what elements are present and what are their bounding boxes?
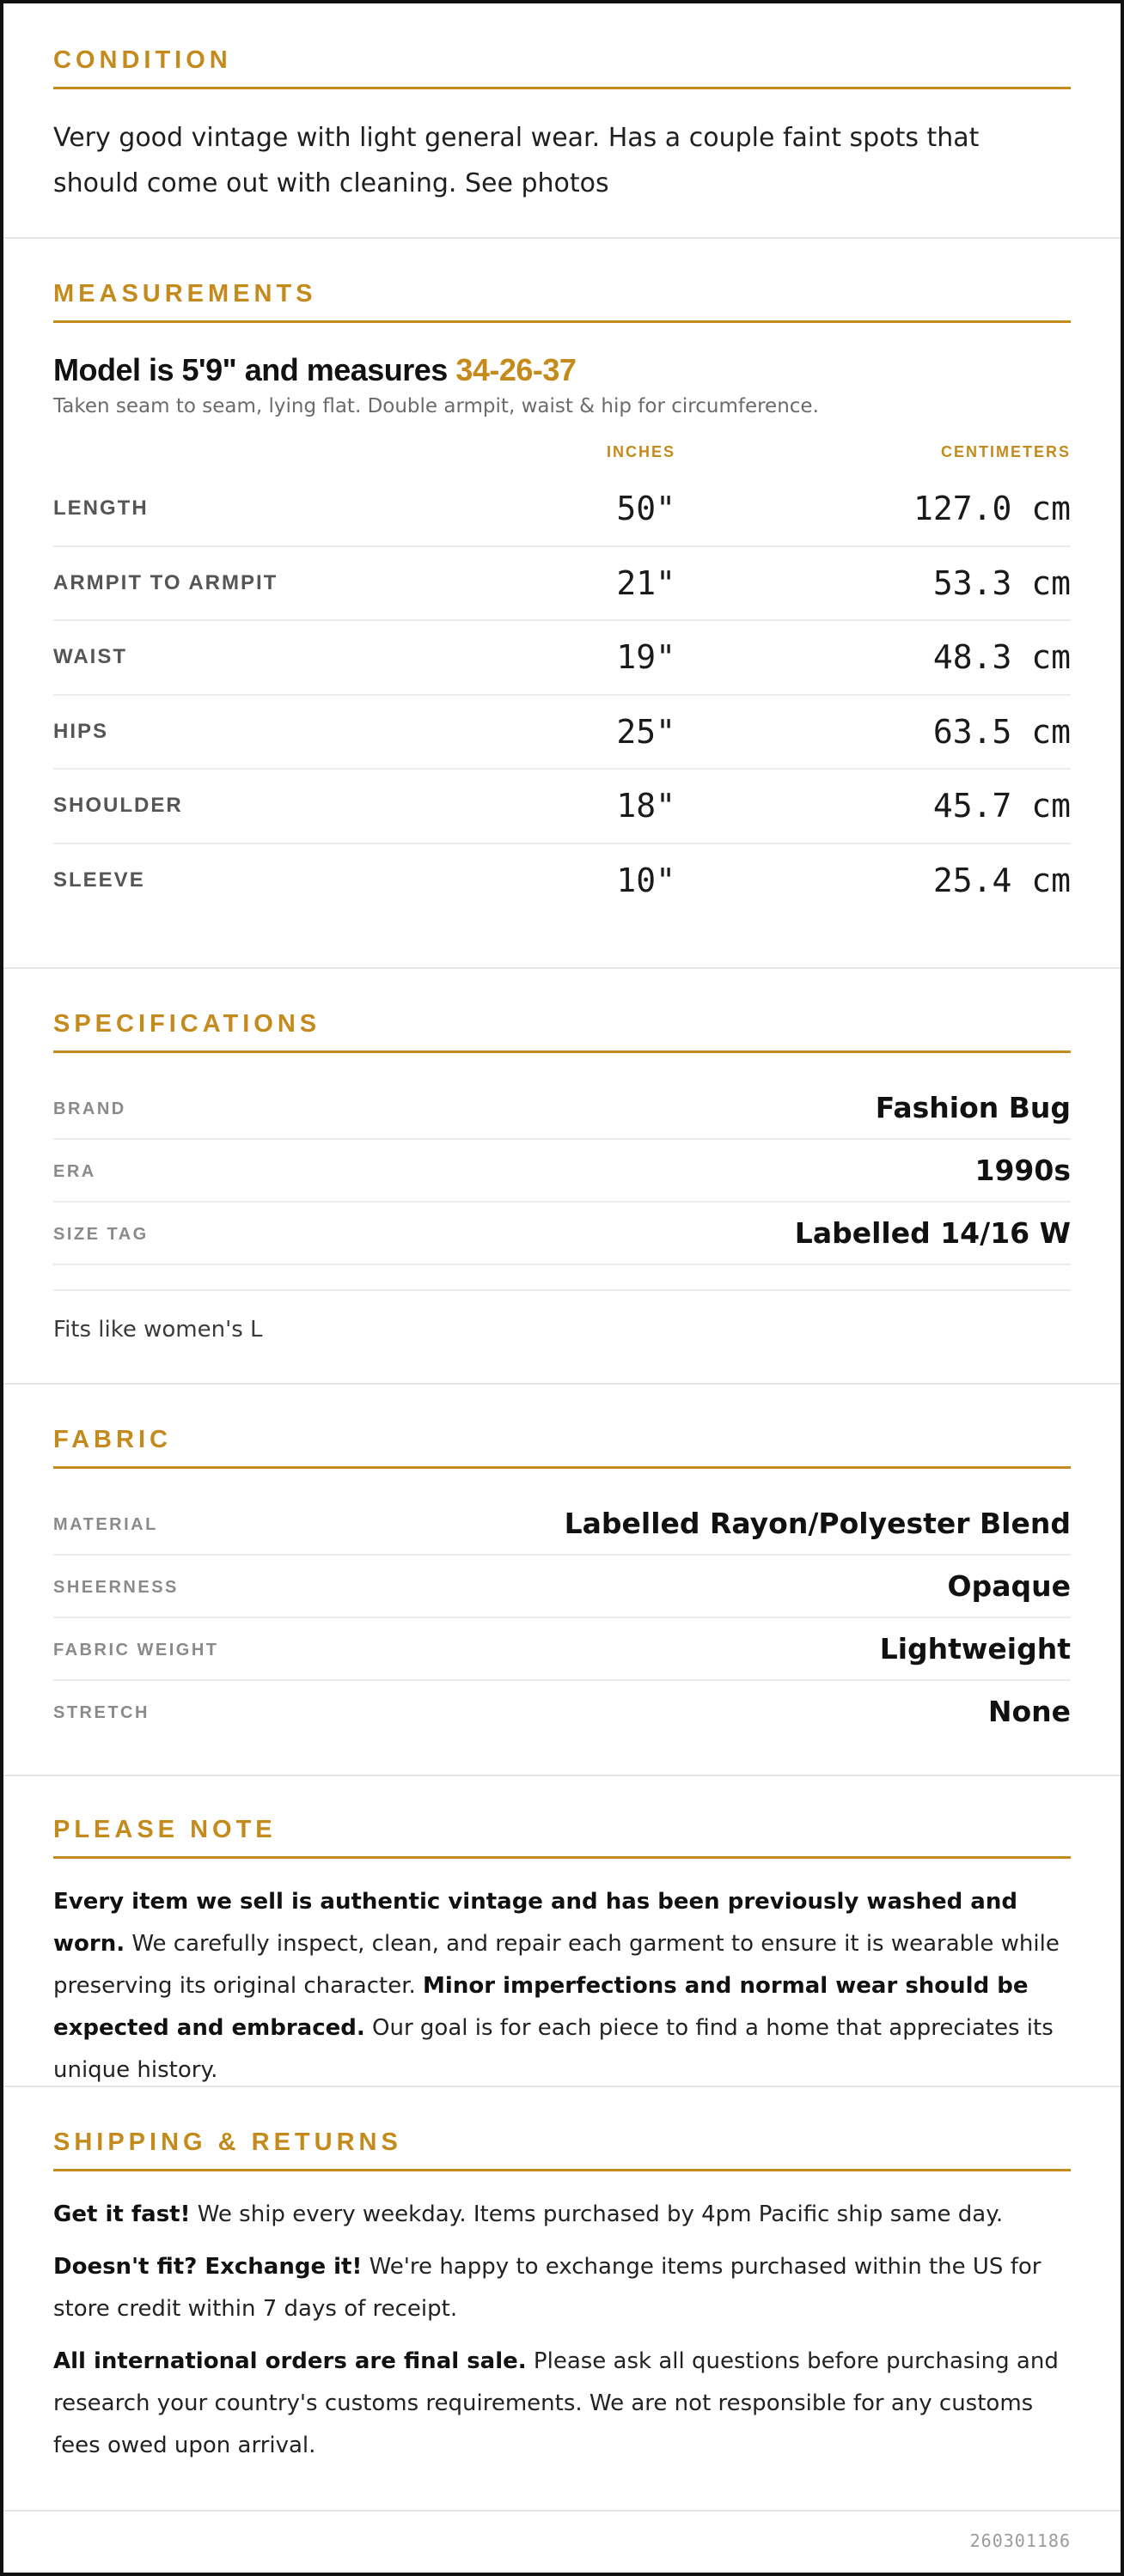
- measurement-inches: 50": [616, 490, 675, 527]
- please-note-text-2: Our goal is for each piece to find a home that appreciates its unique history.: [53, 2015, 1054, 2083]
- model-measures-value: 34-26-37: [455, 352, 577, 387]
- spec-label: BRAND: [53, 1099, 126, 1118]
- footer: [3, 2512, 1121, 2576]
- model-prefix: Model is 5'9" and measures: [53, 352, 456, 387]
- measurement-inches: 25": [616, 712, 675, 751]
- shipping-paragraph-fast: [53, 2194, 1071, 2236]
- shipping-exchange-text: We're happy to exchange items purchased within the US for store credit within 7 days of receipt.: [53, 2254, 1042, 2322]
- shipping-international-text: Please ask all questions before purchasing and research your country's customs requirements. We are not responsible for any customs fees owed upon arrival.: [53, 2348, 1059, 2458]
- model-measures-line: [53, 352, 1071, 388]
- measurement-label: SHOULDER: [53, 794, 183, 817]
- measurement-cm: 53.3 cm: [932, 563, 1071, 602]
- spec-label: ERA: [53, 1162, 96, 1181]
- measurement-label: LENGTH: [53, 496, 149, 520]
- measurement-row-sleeve: [53, 844, 1071, 919]
- measurement-cm: 127.0 cm: [913, 490, 1071, 527]
- please-note-text-1: We carefully inspect, clean, and repair each garment to ensure it is wearable while preserving its original character.: [53, 1931, 1060, 1999]
- shipping-paragraph-exchange: [53, 2246, 1071, 2330]
- please-note-section: [3, 1776, 1121, 2087]
- measurement-cm: 45.7 cm: [932, 787, 1071, 825]
- shipping-paragraph-international: [53, 2341, 1071, 2467]
- fabric-row-sheerness: [53, 1556, 1071, 1618]
- fabric-heading: FABRIC: [53, 1426, 1071, 1469]
- measurement-inches: 18": [616, 787, 675, 825]
- measurement-row-hips: [53, 696, 1071, 770]
- fabric-value: None: [987, 1695, 1071, 1728]
- shipping-returns-section: [3, 2087, 1121, 2512]
- centimeters-column-header: CENTIMETERS: [940, 443, 1071, 460]
- fabric-value: Lightweight: [879, 1632, 1071, 1666]
- fabric-value: Labelled Rayon/Polyester Blend: [564, 1507, 1071, 1540]
- fabric-value: Opaque: [947, 1569, 1071, 1603]
- shipping-international-bold: All international orders are final sale.: [53, 2348, 527, 2374]
- measurement-method-note: Taken seam to seam, lying flat. Double armpit, waist & hip for circumference.: [53, 395, 819, 417]
- fabric-label: STRETCH: [53, 1703, 150, 1722]
- please-note-text: [53, 1881, 1071, 2092]
- specifications-section: [3, 969, 1121, 1385]
- sku-number: 260301186: [969, 2530, 1071, 2551]
- spec-label: SIZE TAG: [53, 1225, 149, 1244]
- measurement-row-shoulder: [53, 770, 1071, 844]
- measurements-section: [3, 239, 1121, 969]
- spec-row-size-tag: [53, 1203, 1071, 1265]
- measurement-column-headers: [53, 438, 1071, 472]
- please-note-bold-1: Every item we sell is authentic vintage and has been previously washed and worn.: [53, 1889, 1017, 1957]
- measurement-label: WAIST: [53, 645, 127, 668]
- fabric-row-weight: [53, 1618, 1071, 1681]
- condition-section: [3, 3, 1121, 239]
- fabric-label: MATERIAL: [53, 1515, 158, 1534]
- measurement-table: [53, 472, 1071, 918]
- measurement-inches: 19": [616, 638, 675, 676]
- specifications-heading: SPECIFICATIONS: [53, 1010, 1071, 1053]
- measurement-label: SLEEVE: [53, 868, 145, 892]
- fabric-label: SHEERNESS: [53, 1578, 179, 1597]
- measurement-cm: 48.3 cm: [932, 638, 1071, 676]
- measurement-label: ARMPIT TO ARMPIT: [53, 570, 278, 594]
- spec-row-brand: [53, 1077, 1071, 1140]
- please-note-bold-2: Minor imperfections and normal wear should be expected and embraced.: [53, 1973, 1029, 2041]
- spec-value: Labelled 14/16 W: [794, 1216, 1071, 1250]
- condition-text: Very good vintage with light general wear. Has a couple faint spots that should come out with cleaning. See photos: [53, 123, 980, 198]
- measurement-row-armpit: [53, 547, 1071, 622]
- measurement-cm: 25.4 cm: [932, 861, 1071, 899]
- please-note-heading: PLEASE NOTE: [53, 1816, 1071, 1859]
- measurement-label: HIPS: [53, 719, 109, 743]
- spec-value: Fashion Bug: [875, 1091, 1071, 1124]
- shipping-exchange-bold: Doesn't fit? Exchange it!: [53, 2254, 363, 2280]
- condition-heading: CONDITION: [53, 46, 1071, 89]
- measurement-row-waist: [53, 621, 1071, 696]
- fabric-list: [53, 1493, 1071, 1744]
- fabric-label: FABRIC WEIGHT: [53, 1641, 219, 1659]
- measurement-cm: 63.5 cm: [932, 712, 1071, 751]
- measurement-inches: 10": [616, 861, 675, 899]
- measurements-heading: MEASUREMENTS: [53, 280, 1071, 323]
- inches-column-header: INCHES: [606, 443, 675, 460]
- spec-value: 1990s: [974, 1154, 1071, 1187]
- spec-row-era: [53, 1140, 1071, 1203]
- shipping-fast-text: We ship every weekday. Items purchased by 4pm Pacific ship same day.: [190, 2201, 1004, 2227]
- measurement-row-length: [53, 472, 1071, 547]
- fabric-section: [3, 1385, 1121, 1776]
- fit-note: Fits like women's L: [53, 1289, 1071, 1343]
- measurement-inches: 21": [616, 563, 675, 602]
- fabric-row-material: [53, 1493, 1071, 1556]
- specifications-list: [53, 1077, 1071, 1265]
- shipping-fast-bold: Get it fast!: [53, 2201, 191, 2227]
- shipping-heading: SHIPPING & RETURNS: [53, 2128, 1071, 2171]
- fabric-row-stretch: [53, 1681, 1071, 1744]
